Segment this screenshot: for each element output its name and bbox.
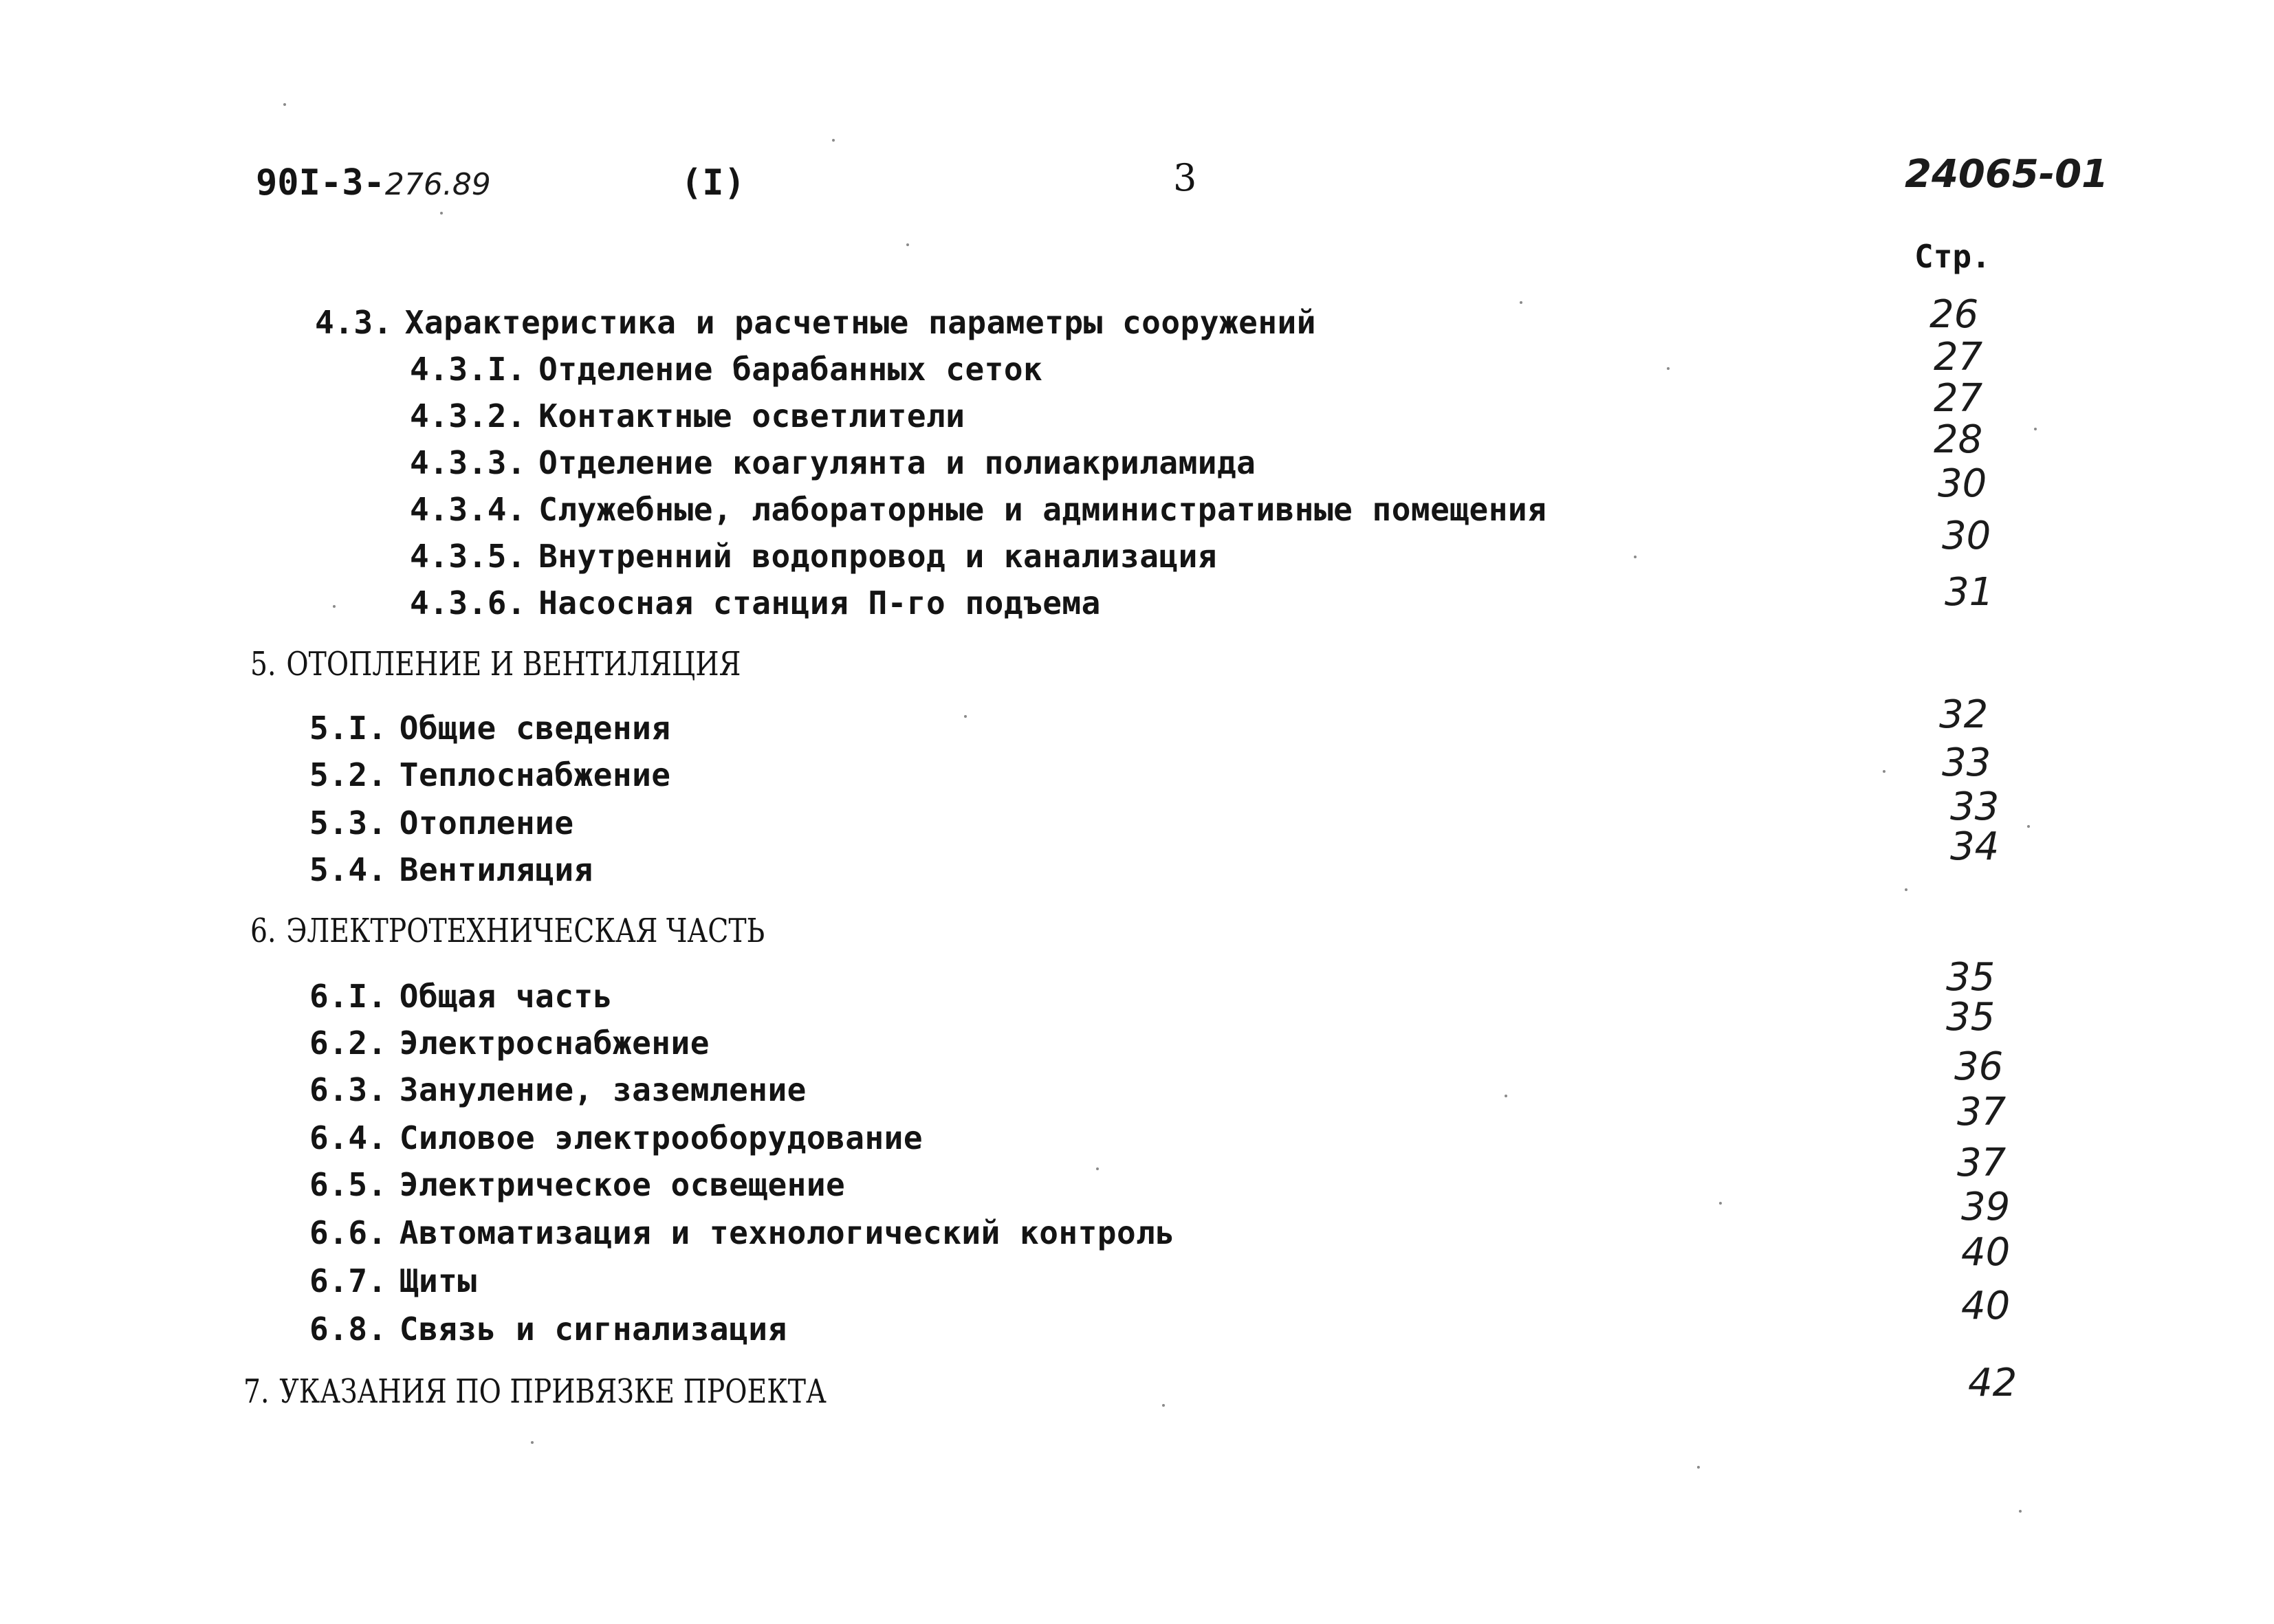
toc-entry-number: 5.3.	[309, 804, 387, 842]
toc-entry-title: Отделение коагулянта и полиакриламида	[538, 444, 1256, 481]
toc-entry-title: Автоматизация и технологический контроль	[399, 1214, 1175, 1251]
toc-page-6-2: 35	[1946, 995, 1996, 1040]
toc-entry-title: Служебные, лабораторные и административные помещения	[538, 491, 1547, 528]
toc-entry-number: 5.I.	[309, 710, 387, 747]
toc-page-4-3-4: 30	[1938, 461, 1987, 506]
page-column-label: Стр.	[1914, 238, 1991, 275]
volume-number: (I)	[681, 162, 745, 204]
scan-speck	[906, 243, 909, 246]
toc-page-6-5: 37	[1957, 1141, 2007, 1185]
toc-page-5-1: 32	[1939, 692, 1989, 737]
scan-speck	[531, 1441, 534, 1444]
toc-entry-title: Отопление	[399, 804, 574, 842]
toc-page-7: 42	[1968, 1361, 2018, 1405]
toc-section-number: 7.	[243, 1372, 270, 1411]
toc-entry-number: 5.2.	[309, 756, 387, 793]
toc-section-5	[250, 645, 741, 683]
toc-entry-number: 4.3.2.	[410, 397, 527, 435]
scan-speck	[1719, 1202, 1722, 1205]
toc-page-6-8: 40	[1961, 1284, 2011, 1328]
inventory-number: 24065-01	[1905, 152, 2108, 197]
toc-entry-4-3-2	[410, 397, 965, 435]
scan-speck	[1697, 1466, 1700, 1469]
toc-entry-title: Связь и сигнализация	[399, 1310, 787, 1348]
toc-entry-number: 6.5.	[309, 1166, 387, 1203]
toc-entry-6-5	[309, 1166, 846, 1203]
toc-section-title: УКАЗАНИЯ ПО ПРИВЯЗКЕ ПРОЕКТА	[279, 1372, 827, 1411]
toc-page-6-6: 39	[1961, 1185, 2011, 1229]
toc-entry-title: Внутренний водопровод и канализация	[538, 538, 1217, 575]
scan-speck	[1162, 1404, 1165, 1407]
toc-entry-number: 6.8.	[309, 1310, 387, 1348]
scan-speck	[1520, 301, 1522, 304]
toc-entry-number: 5.4.	[309, 851, 387, 888]
document-code-handwritten: 276.89	[384, 167, 491, 202]
toc-page-5-4: 34	[1950, 824, 2000, 869]
document-code-printed: 90I-3-	[256, 162, 385, 204]
toc-entry-number: 6.6.	[309, 1214, 387, 1251]
scan-speck	[1634, 556, 1637, 558]
toc-page-4-3-2: 27	[1934, 376, 1983, 421]
toc-entry-title: Отделение барабанных сеток	[538, 351, 1043, 388]
toc-entry-number: 6.7.	[309, 1262, 387, 1299]
toc-entry-number: 6.2.	[309, 1024, 387, 1062]
toc-page-6-4: 37	[1957, 1090, 2007, 1134]
toc-entry-number: 6.4.	[309, 1119, 387, 1156]
toc-entry-6-4	[309, 1119, 923, 1156]
toc-entry-title: Общие сведения	[399, 710, 671, 747]
toc-page-5-2: 33	[1942, 740, 1991, 785]
toc-entry-4-3-6	[410, 584, 1101, 622]
scan-speck	[440, 212, 443, 215]
toc-entry-title: Электроснабжение	[399, 1024, 710, 1062]
toc-entry-4-3-5	[410, 538, 1217, 575]
toc-page-6-3: 36	[1954, 1044, 2004, 1089]
toc-section-title: ОТОПЛЕНИЕ И ВЕНТИЛЯЦИЯ	[286, 645, 741, 683]
toc-entry-title: Электрическое освещение	[399, 1166, 846, 1203]
toc-section-7	[243, 1372, 827, 1411]
toc-entry-5-2	[309, 756, 671, 793]
toc-entry-title: Контактные осветлители	[538, 397, 965, 435]
toc-entry-5-4	[309, 851, 593, 888]
scan-speck	[1505, 1095, 1507, 1097]
toc-entry-number: 6.I.	[309, 978, 387, 1015]
toc-section-number: 5.	[250, 645, 276, 683]
scan-speck	[832, 139, 835, 142]
toc-entry-title: Характеристика и расчетные параметры сооружений	[404, 304, 1316, 341]
toc-entry-title: Щиты	[399, 1262, 477, 1299]
toc-entry-4-3-3	[410, 444, 1256, 481]
toc-entry-6-7	[309, 1262, 477, 1299]
toc-page-6-7: 40	[1961, 1230, 2011, 1275]
scan-speck	[2019, 1510, 2022, 1513]
toc-entry-6-8	[309, 1310, 787, 1348]
toc-page-4-3-3: 28	[1934, 417, 1983, 462]
toc-entry-4-3	[315, 304, 1316, 341]
toc-page-4-3-1: 27	[1934, 335, 1983, 380]
toc-entry-6-1	[309, 978, 613, 1015]
scan-speck	[333, 605, 336, 608]
toc-entry-6-2	[309, 1024, 710, 1062]
scan-speck	[1096, 1167, 1099, 1170]
toc-entry-title: Вентиляция	[399, 851, 593, 888]
toc-entry-number: 4.3.	[315, 304, 393, 341]
document-code	[256, 162, 491, 204]
toc-entry-6-3	[309, 1071, 807, 1108]
toc-page-6-1: 35	[1946, 955, 1996, 1000]
toc-entry-4-3-1	[410, 351, 1043, 388]
scan-speck	[1667, 367, 1670, 370]
toc-entry-title: Насосная станция П-го подъема	[538, 584, 1101, 622]
scan-speck	[283, 103, 286, 106]
scan-speck	[964, 715, 967, 718]
toc-page-5-3: 33	[1950, 784, 2000, 829]
toc-entry-number: 4.3.5.	[410, 538, 527, 575]
scan-speck	[2027, 825, 2030, 828]
toc-entry-6-6	[309, 1214, 1175, 1251]
toc-entry-title: Зануление, заземление	[399, 1071, 807, 1108]
toc-entry-number: 4.3.6.	[410, 584, 527, 622]
toc-entry-title: Силовое электрооборудование	[399, 1119, 923, 1156]
toc-entry-number: 4.3.4.	[410, 491, 527, 528]
page-number: 3	[1173, 156, 1197, 199]
scan-speck	[1905, 888, 1907, 891]
toc-entry-title: Теплоснабжение	[399, 756, 671, 793]
scan-speck	[1883, 770, 1885, 773]
toc-section-6	[250, 912, 765, 950]
toc-entry-5-3	[309, 804, 574, 842]
toc-entry-number: 6.3.	[309, 1071, 387, 1108]
toc-entry-5-1	[309, 710, 671, 747]
toc-page-4-3-5: 30	[1942, 514, 1991, 558]
toc-entry-number: 4.3.I.	[410, 351, 527, 388]
toc-page-4-3-6: 31	[1945, 570, 1994, 615]
toc-entry-4-3-4	[410, 491, 1547, 528]
toc-section-title: ЭЛЕКТРОТЕХНИЧЕСКАЯ ЧАСТЬ	[286, 912, 765, 950]
toc-section-number: 6.	[250, 912, 276, 950]
toc-entry-title: Общая часть	[399, 978, 613, 1015]
toc-entry-number: 4.3.3.	[410, 444, 527, 481]
scan-speck	[2034, 428, 2037, 430]
toc-page-4-3: 26	[1929, 292, 1979, 337]
